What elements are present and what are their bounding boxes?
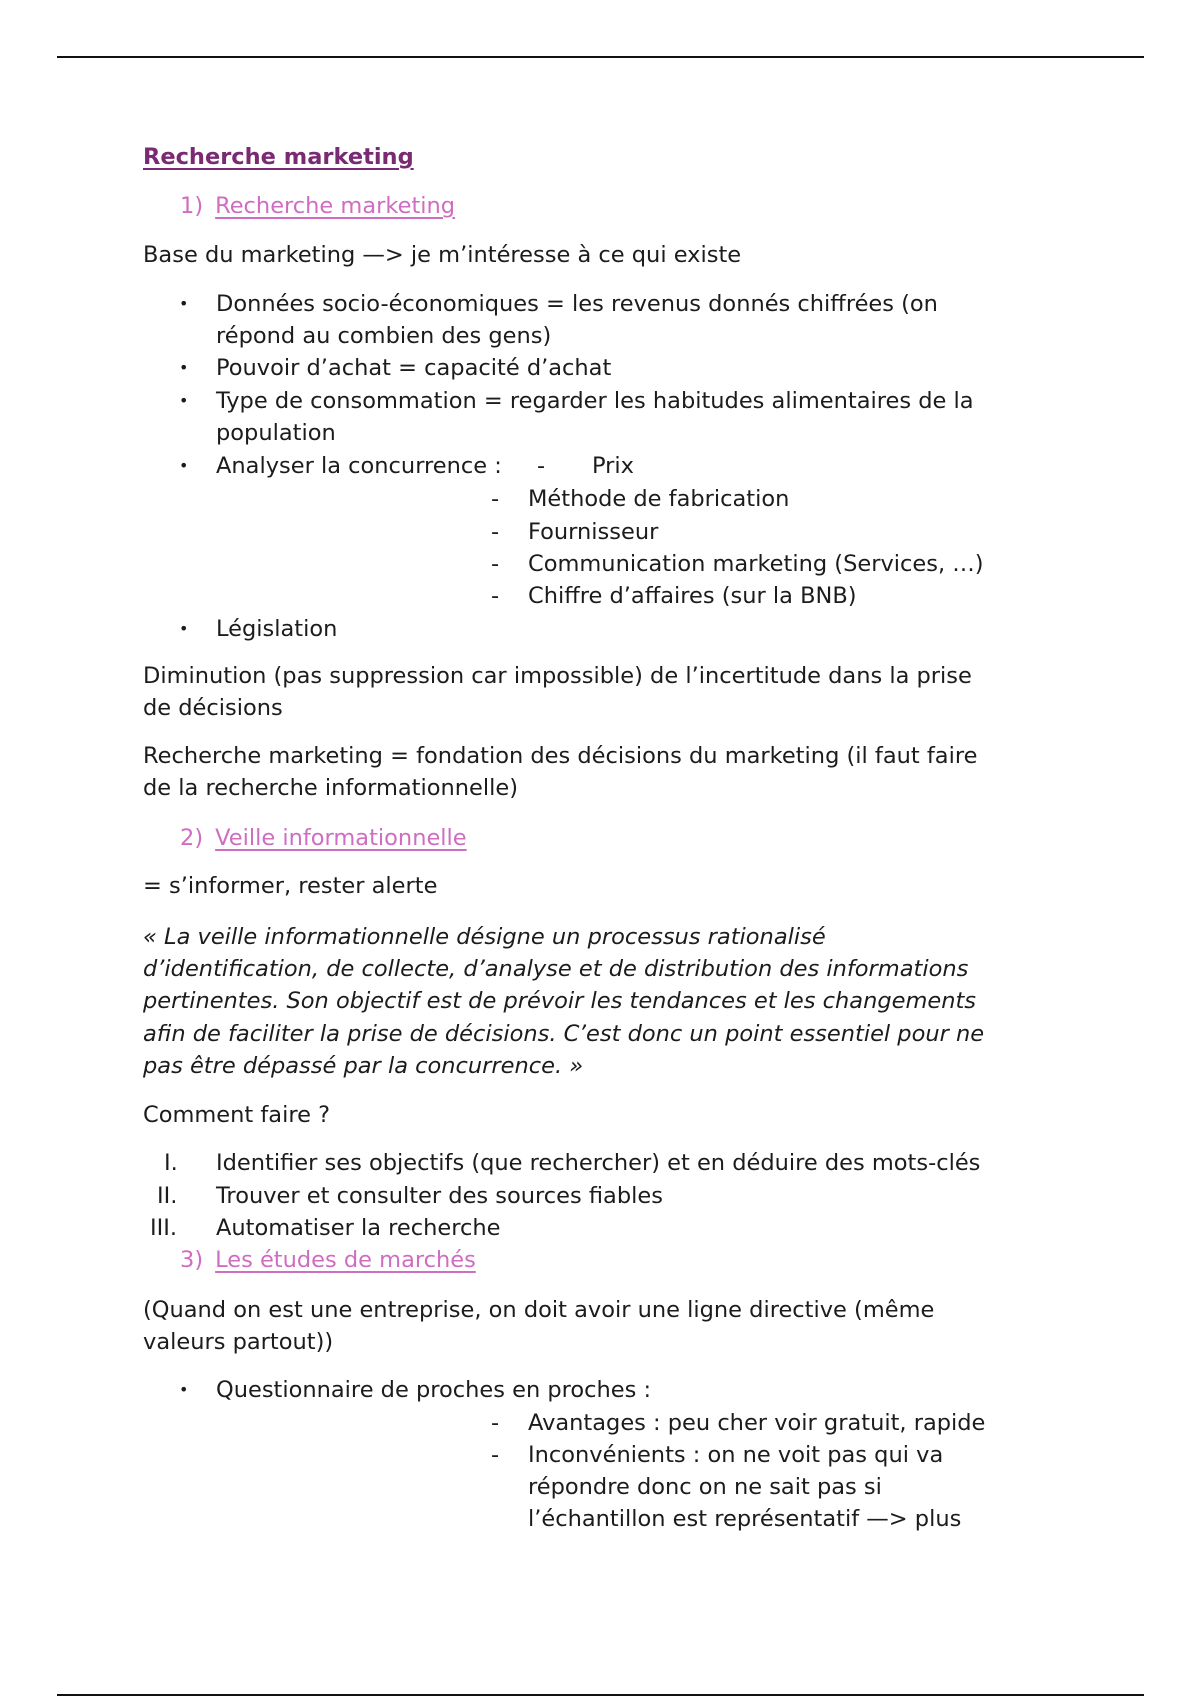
concurrence-item-5: Chiffre d’affaires (sur la BNB) [528, 583, 857, 609]
quote-line-4: afin de faciliter la prise de décisions. C’est donc un point essentiel pour ne [143, 1021, 985, 1047]
footer-rule [57, 1694, 1144, 1696]
bullet-5: • [179, 619, 189, 638]
section-2-number: 2) [180, 825, 204, 851]
bullet-3-line-1: Type de consommation = regarder les habitudes alimentaires de la [216, 388, 974, 414]
quote-line-3: pertinentes. Son objectif est de prévoir les tendances et les changements [143, 988, 977, 1014]
questionnaire-label: Questionnaire de proches en proches : [216, 1377, 652, 1403]
paragraph-comment: Comment faire ? [143, 1102, 331, 1128]
step-3-number: III. [150, 1215, 178, 1241]
section-3-title: Les études de marchés [215, 1247, 476, 1273]
bullet-1: • [179, 294, 189, 313]
concurrence-item-2: Méthode de fabrication [528, 486, 790, 512]
quote-line-2: d’identification, de collecte, d’analyse et de distribution des informations [143, 956, 969, 982]
questionnaire-inconvenients-line-3: l’échantillon est représentatif —> plus [528, 1506, 962, 1532]
dash-5: - [491, 583, 500, 609]
paragraph-fondation-line-2: de la recherche informationnelle) [143, 775, 519, 801]
step-1-number: I. [164, 1150, 178, 1176]
concurrence-item-3: Fournisseur [528, 519, 659, 545]
quote-line-1: « La veille informationnelle désigne un processus rationalisé [143, 924, 826, 950]
bullet-questionnaire: • [179, 1380, 189, 1399]
dash-2: - [491, 486, 500, 512]
section-1-number: 1) [180, 193, 204, 219]
paragraph-entreprise-line-2: valeurs partout)) [143, 1329, 334, 1355]
bullet-5-text: Législation [216, 616, 338, 642]
step-2-number: II. [157, 1183, 178, 1209]
dash-inconvenients: - [491, 1442, 500, 1468]
questionnaire-avantages: Avantages : peu cher voir gratuit, rapide [528, 1410, 986, 1436]
bullet-4-text: Analyser la concurrence : [216, 453, 502, 479]
step-1-text: Identifier ses objectifs (que rechercher) et en déduire des mots-clés [216, 1150, 981, 1176]
section-1-title: Recherche marketing [215, 193, 456, 219]
dash-1: - [537, 453, 546, 479]
bullet-3: • [179, 391, 189, 410]
section-3-heading [180, 1244, 476, 1276]
bullet-1-line-1: Données socio-économiques = les revenus donnés chiffrées (on [216, 291, 938, 317]
concurrence-item-1: Prix [592, 453, 634, 479]
bullet-2: • [179, 358, 189, 377]
bullet-4: • [179, 456, 189, 475]
dash-avantages: - [491, 1410, 500, 1436]
dash-3: - [491, 519, 500, 545]
paragraph-sinformer: = s’informer, rester alerte [143, 873, 438, 899]
page-title: Recherche marketing [143, 144, 414, 170]
section-1-heading [180, 190, 455, 222]
questionnaire-inconvenients-line-1: Inconvénients : on ne voit pas qui va [528, 1442, 944, 1468]
bullet-1-line-2: répond au combien des gens) [216, 323, 552, 349]
questionnaire-inconvenients-line-2: répondre donc on ne sait pas si [528, 1474, 882, 1500]
paragraph-diminution-line-1: Diminution (pas suppression car impossible) de l’incertitude dans la prise [143, 663, 972, 689]
bullet-3-line-2: population [216, 420, 336, 446]
section-3-number: 3) [180, 1247, 204, 1273]
paragraph-entreprise-line-1: (Quand on est une entreprise, on doit avoir une ligne directive (même [143, 1297, 935, 1323]
step-3-text: Automatiser la recherche [216, 1215, 501, 1241]
step-2-text: Trouver et consulter des sources fiables [216, 1183, 663, 1209]
bullet-2-text: Pouvoir d’achat = capacité d’achat [216, 355, 612, 381]
dash-4: - [491, 551, 500, 577]
paragraph-base: Base du marketing —> je m’intéresse à ce qui existe [143, 242, 742, 268]
concurrence-item-4: Communication marketing (Services, …) [528, 551, 984, 577]
paragraph-diminution-line-2: de décisions [143, 695, 283, 721]
header-rule [57, 56, 1144, 58]
section-2-heading [180, 822, 467, 854]
quote-line-5: pas être dépassé par la concurrence. » [143, 1053, 584, 1079]
paragraph-fondation-line-1: Recherche marketing = fondation des décisions du marketing (il faut faire [143, 743, 978, 769]
section-2-title: Veille informationnelle [215, 825, 467, 851]
